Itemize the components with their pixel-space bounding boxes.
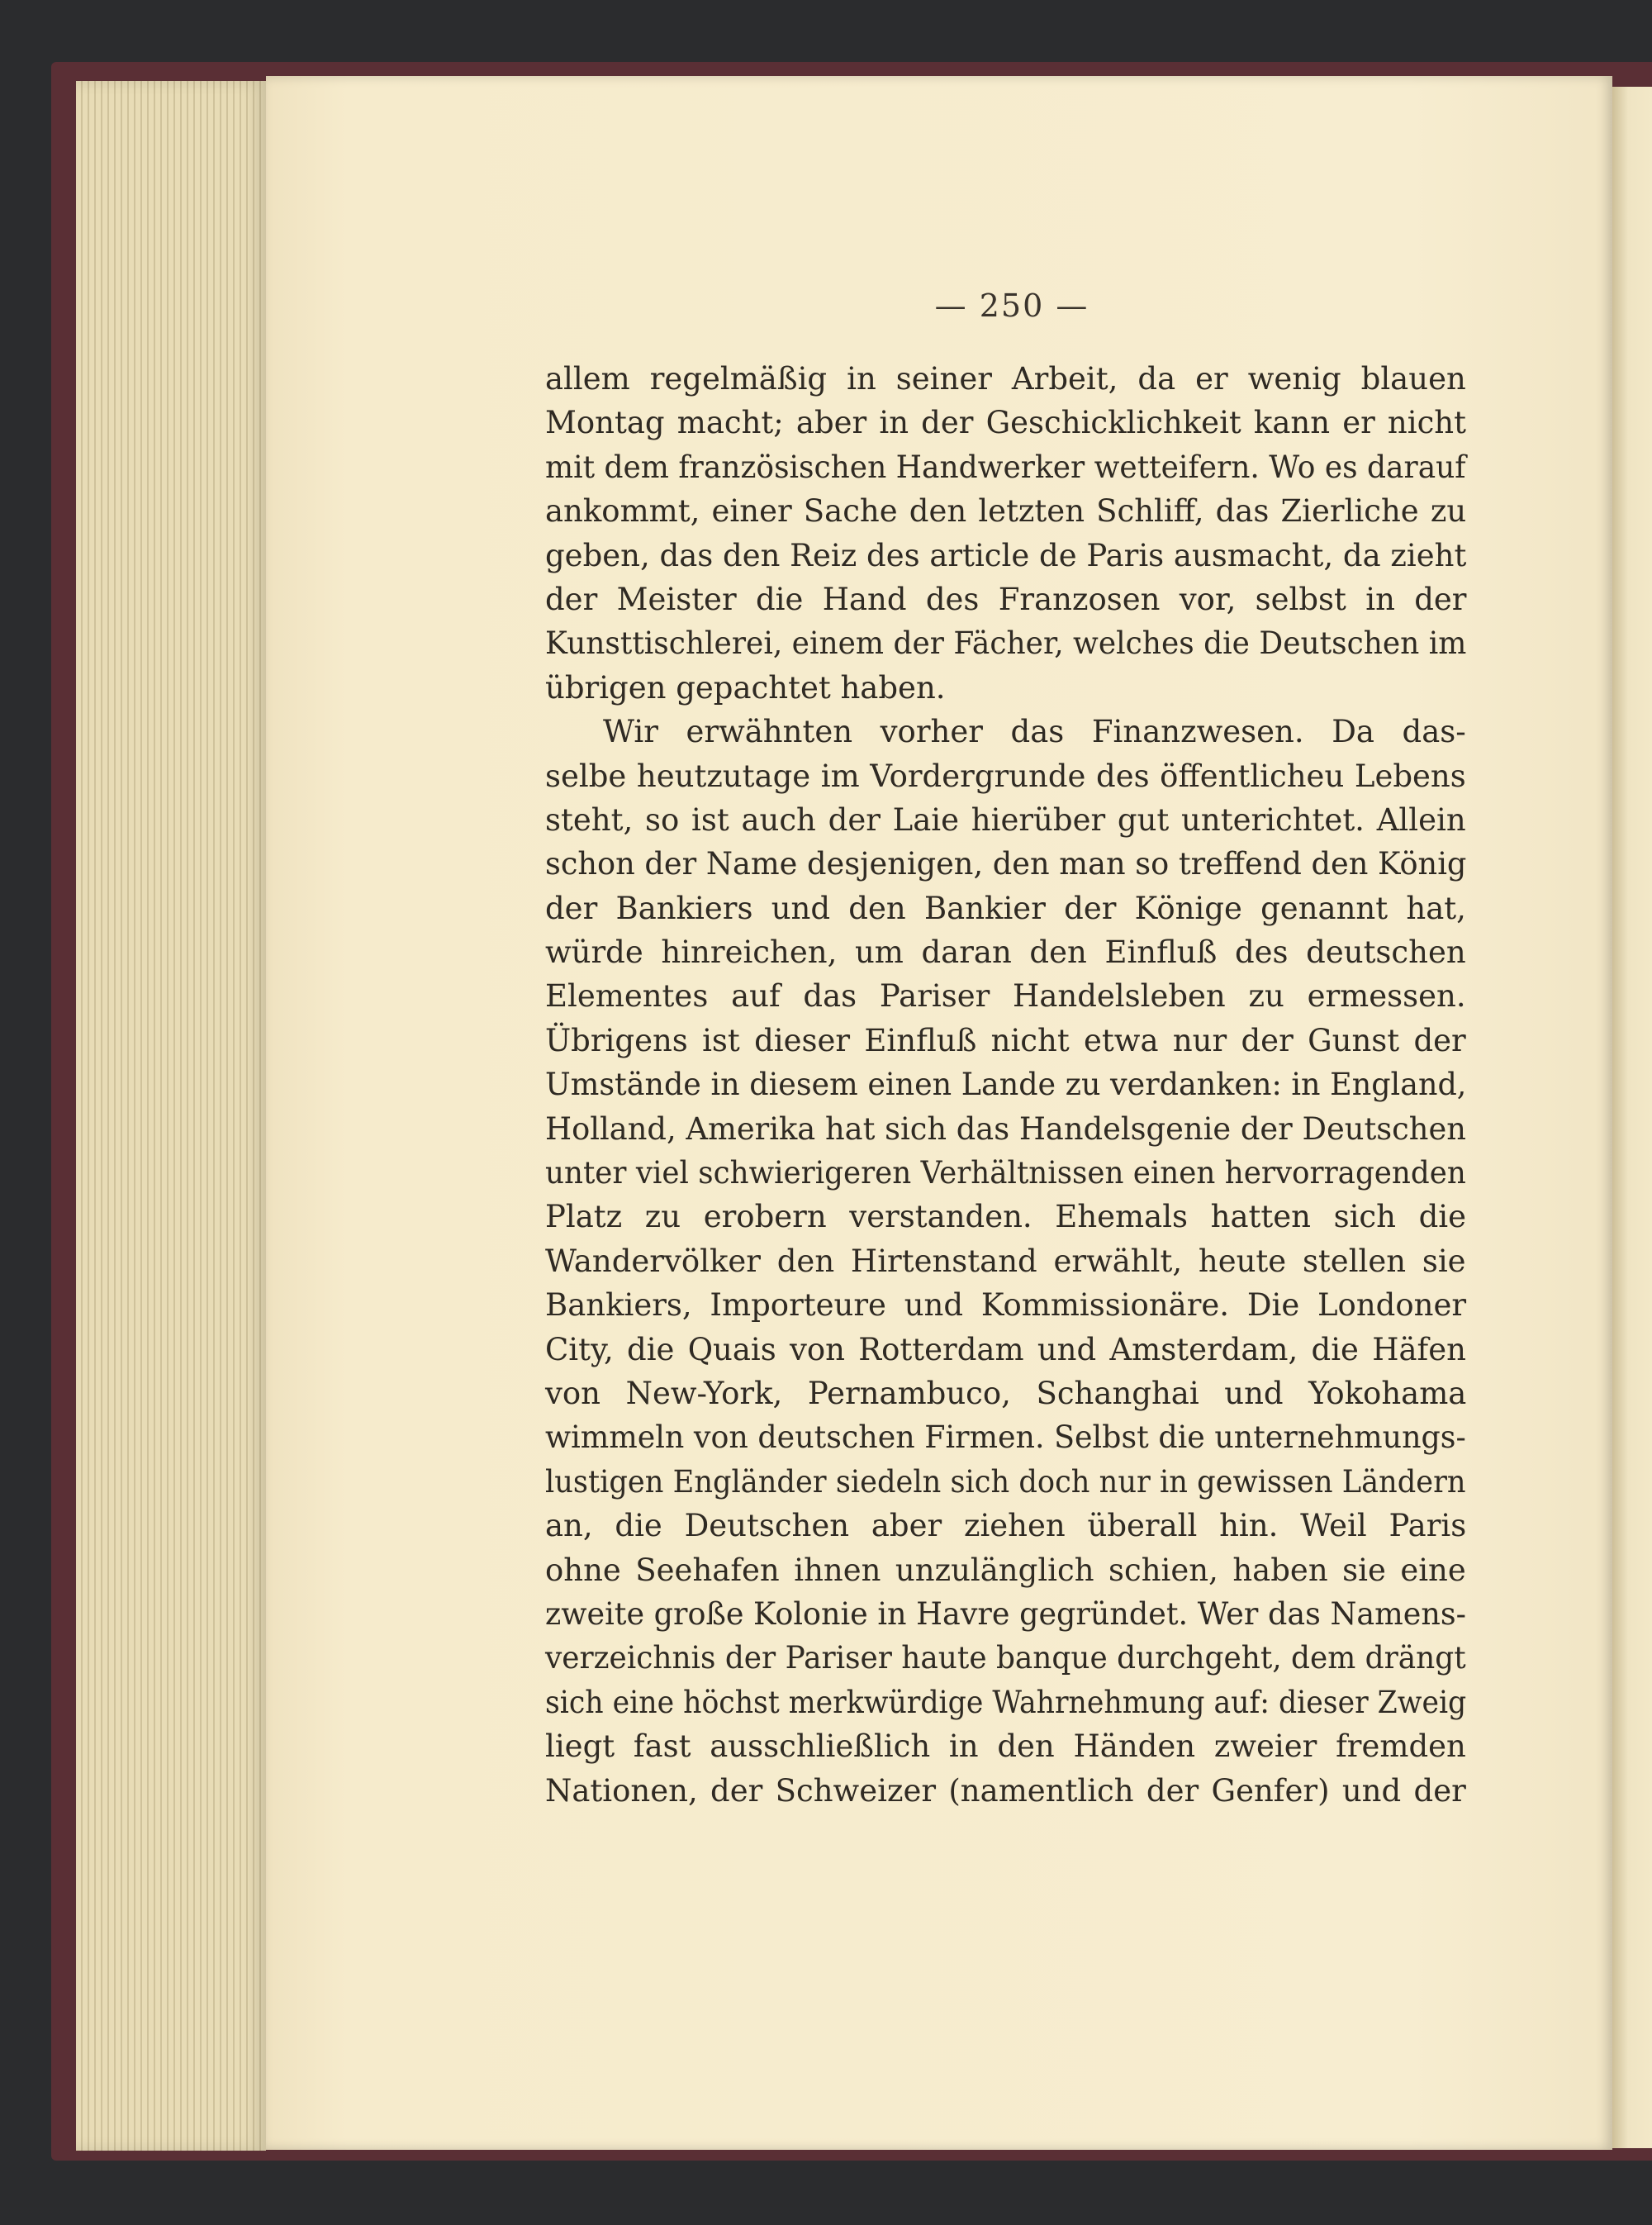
text-line: zweite große Kolonie in Havre gegründet. Wer das Namens- — [545, 1595, 1466, 1632]
paragraph-start-line: Wir erwähnten vorher das Finanzwesen. Da das- — [603, 714, 1466, 750]
text-line: steht, so ist auch der Laie hierüber gut unterichtet. Allein — [545, 801, 1466, 838]
text-line: geben, das den Reiz des article de Paris ausmacht, da zieht — [545, 537, 1467, 573]
text-line: lustigen Engländer siedeln sich doch nur in gewissen Ländern — [545, 1463, 1466, 1500]
page-number: — 250 — — [934, 288, 1089, 324]
text-line: wimmeln von deutschen Firmen. Selbst die unternehmungs- — [545, 1419, 1466, 1456]
text-line: Platz zu erobern verstanden. Ehemals hatten sich die — [545, 1199, 1467, 1235]
text-line: mit dem französischen Handwerker wetteifern. Wo es darauf — [545, 449, 1466, 485]
text-line: der Bankiers und den Bankier der Könige genannt hat, — [545, 890, 1466, 926]
text-line: unter viel schwierigeren Verhältnissen einen hervorragenden — [545, 1155, 1466, 1191]
text-line: sich eine höchst merkwürdige Wahrnehmung auf: dieser Zweig — [545, 1684, 1467, 1720]
text-line: liegt fast ausschließlich in den Händen zweier fremden — [545, 1728, 1466, 1765]
text-line: Holland, Amerika hat sich das Handelsgenie der Deutschen — [545, 1110, 1466, 1147]
text-line: übrigen gepachtet haben. — [545, 669, 946, 706]
text-line: der Meister die Hand des Franzosen vor, selbst in der — [545, 581, 1467, 617]
text-line: von New-York, Pernambuco, Schanghai und Yokohama — [545, 1375, 1467, 1411]
text-line: City, die Quais von Rotterdam und Amsterdam, die Häfen — [545, 1331, 1466, 1367]
text-line: ankommt, einer Sache den letzten Schliff, das Zierliche zu — [545, 493, 1467, 530]
text-line: Kunsttischlerei, einem der Fächer, welches die Deutschen im — [545, 625, 1467, 662]
page-stack-edges — [76, 81, 266, 2151]
text-line: Elementes auf das Pariser Handelsleben zu ermessen. — [545, 978, 1466, 1015]
text-line: Bankiers, Importeure und Kommissionäre. Die Londoner — [545, 1287, 1467, 1324]
text-line: Montag macht; aber in der Geschicklichkeit kann er nicht — [545, 405, 1466, 441]
text-line: schon der Name desjenigen, den man so treffend den König — [545, 846, 1467, 882]
text-line: Übrigens ist dieser Einfluß nicht etwa nur der Gunst der — [545, 1022, 1466, 1058]
text-line: allem regelmäßig in seiner Arbeit, da er wenig blauen — [545, 361, 1466, 397]
text-line: Nationen, der Schweizer (namentlich der Genfer) und der — [545, 1772, 1466, 1809]
text-line: Wandervölker den Hirtenstand erwählt, heute stellen sie — [545, 1243, 1466, 1279]
text-line: Umstände in diesem einen Lande zu verdanken: in England, — [545, 1067, 1467, 1103]
text-line: würde hinreichen, um daran den Einfluß des deutschen — [545, 934, 1466, 971]
text-line: selbe heutzutage im Vordergrunde des öffentlicheu Lebens — [545, 758, 1466, 794]
next-page-edge — [1612, 87, 1652, 2148]
text-line: an, die Deutschen aber ziehen überall hin. Weil Paris — [545, 1508, 1467, 1544]
text-line: ohne Seehafen ihnen unzulänglich schien, haben sie eine — [545, 1552, 1466, 1588]
body-text — [545, 357, 1466, 1813]
text-line: verzeichnis der Pariser haute banque durchgeht, dem drängt — [545, 1640, 1466, 1676]
